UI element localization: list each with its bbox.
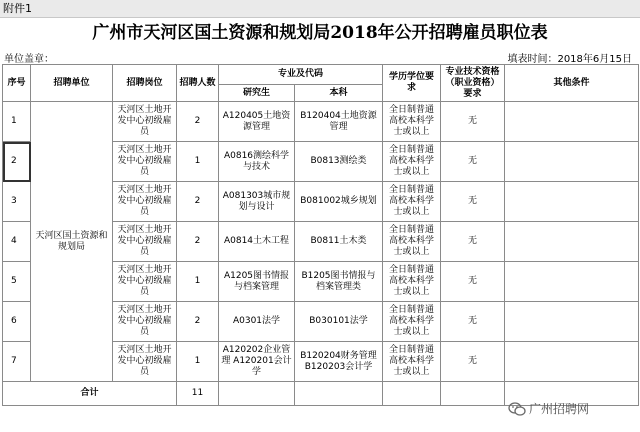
cell-undergraduate[interactable]: B120404土地资源管理	[295, 102, 383, 142]
total-empty-cell[interactable]	[219, 382, 295, 406]
cell-education[interactable]: 全日制普通高校本科学士或以上	[383, 222, 441, 262]
cell-count[interactable]: 2	[177, 182, 219, 222]
cell-undergraduate[interactable]: B0811土木类	[295, 222, 383, 262]
cell-other[interactable]	[505, 102, 639, 142]
cell-education[interactable]: 全日制普通高校本科学士或以上	[383, 262, 441, 302]
cell-graduate[interactable]: A081303城市规划与设计	[219, 182, 295, 222]
cell-seq[interactable]: 3	[3, 182, 31, 222]
header-count: 招聘人数	[177, 65, 219, 102]
cell-position[interactable]: 天河区土地开发中心初级雇员	[113, 302, 177, 342]
cell-graduate[interactable]: A1205图书情报与档案管理	[219, 262, 295, 302]
cell-graduate[interactable]: A0814土木工程	[219, 222, 295, 262]
cell-count[interactable]: 1	[177, 342, 219, 382]
cell-count[interactable]: 1	[177, 262, 219, 302]
cell-position[interactable]: 天河区土地开发中心初级雇员	[113, 342, 177, 382]
cell-position[interactable]: 天河区土地开发中心初级雇员	[113, 142, 177, 182]
watermark	[508, 400, 589, 417]
header-graduate: 研究生	[219, 85, 295, 102]
cell-seq[interactable]: 5	[3, 262, 31, 302]
cell-count[interactable]: 2	[177, 102, 219, 142]
total-count[interactable]: 11	[177, 382, 219, 406]
cell-undergraduate[interactable]: B1205图书情报与档案管理类	[295, 262, 383, 302]
cell-position[interactable]: 天河区土地开发中心初级雇员	[113, 222, 177, 262]
total-empty-cell[interactable]	[383, 382, 441, 406]
cell-graduate[interactable]: A0301法学	[219, 302, 295, 342]
header-seq: 序号	[3, 65, 31, 102]
header-education: 学历学位要求	[383, 65, 441, 102]
cell-education[interactable]: 全日制普通高校本科学士或以上	[383, 142, 441, 182]
total-empty-cell[interactable]	[441, 382, 505, 406]
cell-seq[interactable]: 1	[3, 102, 31, 142]
header-tech-qual: 专业技术资格（职业资格）要求	[441, 65, 505, 102]
cell-seq-selected[interactable]: 2	[3, 142, 31, 182]
cell-other[interactable]	[505, 262, 639, 302]
header-major-group: 专业及代码	[219, 65, 383, 85]
header-employer: 招聘单位	[31, 65, 113, 102]
header-position: 招聘岗位	[113, 65, 177, 102]
total-label[interactable]: 合计	[3, 382, 177, 406]
cell-tech[interactable]: 无	[441, 182, 505, 222]
cell-seq[interactable]: 7	[3, 342, 31, 382]
cell-education[interactable]: 全日制普通高校本科学士或以上	[383, 342, 441, 382]
cell-seq[interactable]: 4	[3, 222, 31, 262]
cell-tech[interactable]: 无	[441, 102, 505, 142]
cell-other[interactable]	[505, 342, 639, 382]
cell-other[interactable]	[505, 142, 639, 182]
cell-count[interactable]: 1	[177, 142, 219, 182]
total-empty-cell[interactable]	[295, 382, 383, 406]
cell-position[interactable]: 天河区土地开发中心初级雇员	[113, 262, 177, 302]
cell-education[interactable]: 全日制普通高校本科学士或以上	[383, 302, 441, 342]
cell-tech[interactable]: 无	[441, 342, 505, 382]
header-other: 其他条件	[505, 65, 639, 102]
cell-education[interactable]: 全日制普通高校本科学士或以上	[383, 102, 441, 142]
fill-date-label: 填表时间：2018年6月15日	[507, 54, 632, 65]
cell-undergraduate[interactable]: B030101法学	[295, 302, 383, 342]
cell-graduate[interactable]: A0816测绘科学与技术	[219, 142, 295, 182]
cell-education[interactable]: 全日制普通高校本科学士或以上	[383, 182, 441, 222]
cell-graduate[interactable]: A120202企业管理 A120201会计学	[219, 342, 295, 382]
watermark-text: 广州招聘网	[529, 402, 590, 416]
cell-seq[interactable]: 6	[3, 302, 31, 342]
attachment-label: 附件1	[0, 0, 640, 18]
cell-tech[interactable]: 无	[441, 262, 505, 302]
cell-undergraduate[interactable]: B0813测绘类	[295, 142, 383, 182]
cell-tech[interactable]: 无	[441, 222, 505, 262]
cell-graduate[interactable]: A120405土地资源管理	[219, 102, 295, 142]
wechat-icon	[508, 402, 526, 416]
positions-table	[2, 64, 639, 406]
unit-stamp-label: 单位盖章：	[4, 54, 54, 65]
cell-other[interactable]	[505, 182, 639, 222]
cell-employer[interactable]: 天河区国土资源和规划局	[31, 102, 113, 382]
cell-tech[interactable]: 无	[441, 142, 505, 182]
cell-count[interactable]: 2	[177, 302, 219, 342]
cell-position[interactable]: 天河区土地开发中心初级雇员	[113, 102, 177, 142]
page-title: 广州市天河区国土资源和规划局2018年公开招聘雇员职位表	[92, 23, 548, 43]
table-row	[3, 102, 639, 142]
cell-position[interactable]: 天河区土地开发中心初级雇员	[113, 182, 177, 222]
cell-count[interactable]: 2	[177, 222, 219, 262]
cell-tech[interactable]: 无	[441, 302, 505, 342]
cell-other[interactable]	[505, 222, 639, 262]
cell-undergraduate[interactable]: B120204财务管理 B120203会计学	[295, 342, 383, 382]
cell-other[interactable]	[505, 302, 639, 342]
cell-undergraduate[interactable]: B081002城乡规划	[295, 182, 383, 222]
header-undergraduate: 本科	[295, 85, 383, 102]
